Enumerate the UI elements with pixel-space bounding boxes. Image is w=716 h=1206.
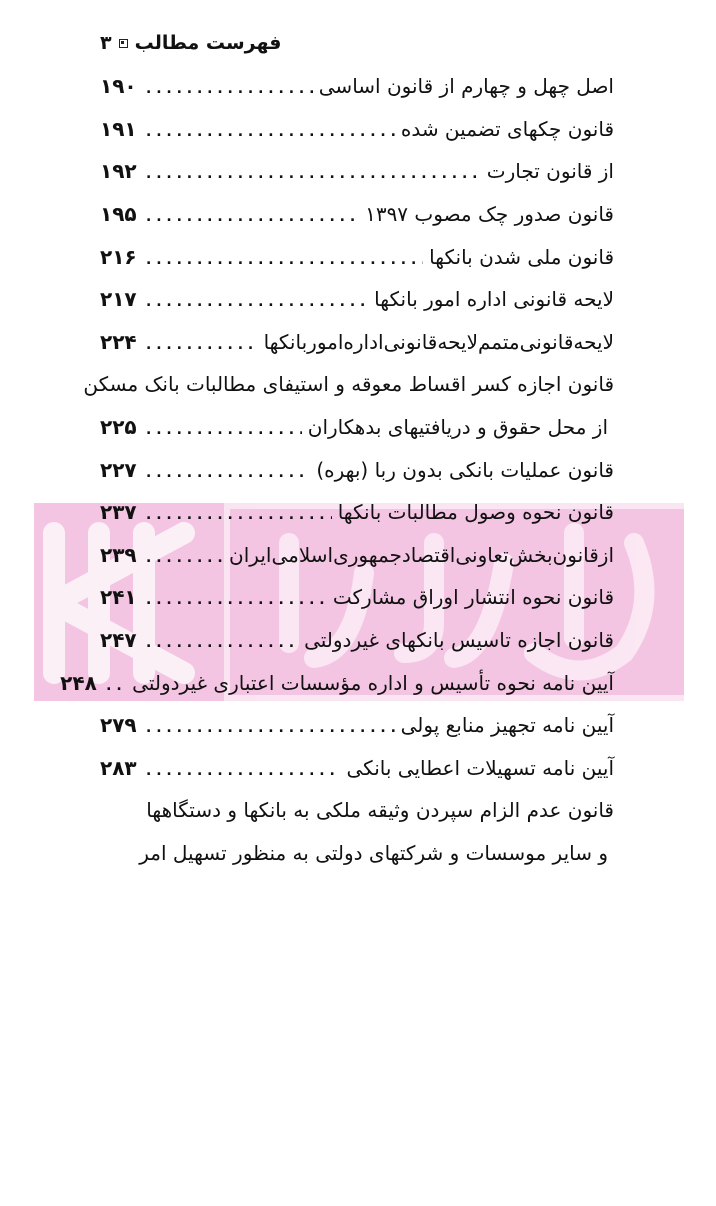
toc-entry-page: ۲۷۹ <box>100 713 137 738</box>
toc-entry-page: ۲۲۴ <box>100 329 137 354</box>
toc-entry <box>100 150 614 193</box>
dot-leader <box>146 201 359 227</box>
dot-leader <box>146 73 313 99</box>
toc-entry <box>100 576 614 619</box>
toc-entry-title: و سایر موسسات و شرکتهای دولتی به منظور تسهیل امر <box>139 840 608 865</box>
toc-entry <box>100 321 614 364</box>
square-bullet-icon <box>119 39 128 48</box>
toc-entry-page: ۲۳۹ <box>100 542 137 567</box>
toc-entry-title: آیین نامه تسهیلات اعطایی بانکی <box>346 755 614 780</box>
toc-entry <box>100 534 614 577</box>
running-title: فهرست مطالب <box>134 32 282 54</box>
dot-leader <box>146 244 423 270</box>
dot-leader <box>106 670 126 696</box>
toc-entry-page: ۲۲۷ <box>100 457 137 482</box>
dot-leader <box>146 712 395 738</box>
toc-entry <box>100 491 614 534</box>
toc-entry <box>100 108 614 151</box>
toc-entry-continued <box>83 363 614 406</box>
toc-entry-title: قانون نحوه انتشار اوراق مشارکت <box>332 585 614 610</box>
toc-entry <box>100 704 614 747</box>
toc-entry-title: قانون عدم الزام سپردن وثیقه ملکی به بانکها و دستگاهها <box>146 798 614 823</box>
toc-entry-title: قانون ملی شدن بانکها <box>429 244 614 269</box>
dot-leader <box>146 627 298 653</box>
toc-entry-page: ۲۳۷ <box>100 500 137 525</box>
toc-entry-page: ۱۹۵ <box>100 202 137 227</box>
toc-entry <box>100 406 614 449</box>
dot-leader <box>146 158 481 184</box>
toc-entry-page: ۲۲۵ <box>100 415 137 440</box>
page-number: ۳ <box>100 32 112 54</box>
toc-entry <box>100 193 614 236</box>
toc-entry-page: ۱۹۲ <box>100 159 137 184</box>
toc-entry-page: ۲۴۷ <box>100 628 137 653</box>
toc-entry-title: اصل چهل و چهارم از قانون اساسی <box>318 74 614 99</box>
toc-entry-title: از قانون تجارت <box>486 159 614 184</box>
dot-leader <box>146 116 395 142</box>
dot-leader <box>146 329 258 355</box>
dot-leader <box>146 286 368 312</box>
toc-entry <box>100 619 614 662</box>
toc-entry-title: لایحه‌قانونی‌متمم‌لایحه‌قانونی‌اداره‌امور‌بانکها <box>263 329 614 354</box>
table-of-contents <box>60 65 614 874</box>
dot-leader <box>146 457 310 483</box>
toc-entry-title: قانون صدور چک مصوب ۱۳۹۷ <box>365 202 614 227</box>
toc-entry-title: قانون نحوه وصول مطالبات بانکها <box>337 500 614 525</box>
toc-entry-page: ۱۹۰ <box>100 74 137 99</box>
toc-entry-title: قانون چکهای تضمین شده <box>400 116 614 141</box>
toc-entry-title: آیین نامه نحوه تأسیس و اداره مؤسسات اعتباری غیردولتی <box>132 670 614 695</box>
toc-entry-title: لایحه قانونی اداره امور بانکها <box>374 287 614 312</box>
dot-leader <box>146 755 341 781</box>
toc-entry <box>100 235 614 278</box>
page-header <box>100 28 620 58</box>
toc-entry-title: قانون اجازه کسر اقساط معوقه و استیفای مطالبات بانک مسکن <box>83 372 614 397</box>
toc-entry-title: ازقانون‌بخش‌تعاونی‌اقتصادجمهوری‌اسلامی‌ایران <box>229 542 614 567</box>
toc-entry-page: ۲۱۶ <box>100 244 137 269</box>
toc-entry <box>100 278 614 321</box>
toc-entry-title: قانون اجازه تاسیس بانکهای غیردولتی <box>304 628 614 653</box>
toc-entry-page: ۲۱۷ <box>100 287 137 312</box>
toc-entry-page: ۲۸۳ <box>100 755 137 780</box>
toc-entry <box>100 448 614 491</box>
toc-entry-title: آیین نامه تجهیز منابع پولی <box>400 713 614 738</box>
toc-entry-title: قانون عملیات بانکی بدون ربا (بهره) <box>316 457 614 482</box>
toc-entry <box>100 747 614 790</box>
toc-entry-page: ۲۴۱ <box>100 585 137 610</box>
toc-entry-page: ۱۹۱ <box>100 116 137 141</box>
toc-entry-title: از محل حقوق و دریافتیهای بدهکاران <box>307 415 608 440</box>
dot-leader <box>146 414 302 440</box>
toc-entry-continued <box>100 789 614 832</box>
toc-entry-page: ۲۴۸ <box>60 670 97 695</box>
toc-entry <box>100 65 614 108</box>
toc-entry-continued <box>100 832 614 875</box>
toc-entry <box>60 661 614 704</box>
dot-leader <box>146 499 332 525</box>
dot-leader <box>146 542 223 568</box>
dot-leader <box>146 584 327 610</box>
